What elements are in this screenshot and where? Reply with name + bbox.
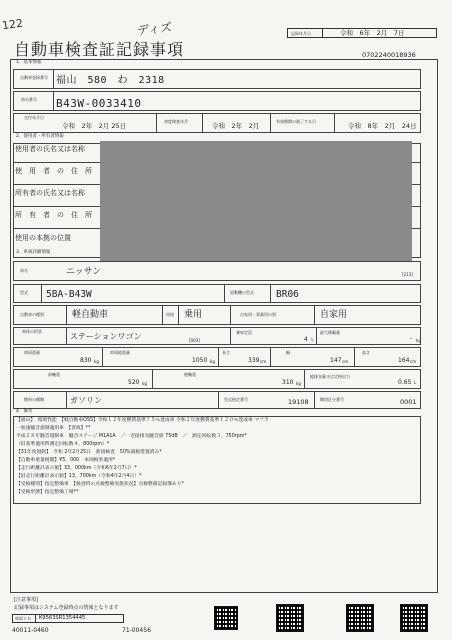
class-label: 類別区分番号 — [320, 397, 344, 402]
chassis-label: 車台番号 — [21, 97, 37, 102]
remarks-box — [13, 416, 421, 504]
qr-code-1 — [214, 606, 238, 630]
owner-row-5-label: 使用の本拠の位置 — [15, 234, 71, 242]
remark-line: 【受検形態】指定整備工場** — [16, 490, 79, 495]
section-owner-heading: 2．使用者・所有者情報 — [16, 134, 64, 139]
kind-row — [13, 305, 421, 325]
width-unit: cm — [342, 359, 349, 364]
gross-unit: kg — [210, 359, 215, 364]
chassis-row — [13, 91, 421, 111]
first-reg-value: 令和 2年 2月 25日 — [62, 122, 127, 130]
height-value: 164 — [398, 357, 410, 364]
divider — [202, 114, 203, 132]
weight-row — [13, 347, 421, 367]
vehicle-id-value: K9563SR1354445 — [39, 615, 86, 621]
chassis-value: B43W-0033410 — [56, 97, 142, 110]
car-name-row — [13, 261, 421, 281]
divider — [152, 370, 153, 388]
first-reg-label: 交付年月日 — [24, 115, 44, 120]
vehicle-id-label: 車両ＩＤ — [15, 616, 31, 621]
handwritten-number: 122 — [1, 16, 24, 33]
use-value: 乗用 — [184, 310, 203, 320]
remark-line: 平成２８年騒音規制車 騒音ステージ M1A1A ／ 近接排気騒音値 75dB ／ 測定回転数３，750rpm* — [16, 434, 247, 439]
car-name-value: ニッサン — [66, 267, 102, 277]
chassis-labelbox — [14, 92, 54, 110]
divider — [316, 328, 317, 344]
remark-line: 一加速騒音規制適用車 【習政】** — [16, 426, 91, 431]
model-row — [13, 284, 421, 303]
body-row — [13, 327, 421, 345]
kind-label: 自動車の種別 — [20, 312, 44, 317]
max-load-unit: kg — [416, 338, 421, 343]
notice-text: 記録事項はシステム登録時点の情報となります — [14, 605, 119, 611]
divider — [178, 306, 179, 324]
reg-number-row — [13, 69, 421, 89]
fuel-row — [13, 391, 421, 409]
gross-value: 1050 — [192, 357, 208, 364]
weight-value: 830 — [80, 357, 92, 364]
record-date-value: 令和 6年 2月 7日 — [340, 29, 405, 37]
remark-line: （旧基準適用時測定回転数４，800rpm）* — [16, 442, 110, 447]
divider — [156, 114, 157, 132]
remark-line: 【走行距離計表示値】33，000km（令和6年2月7日）* — [16, 466, 137, 471]
qr-code-2 — [276, 604, 304, 632]
body-code: [003] — [189, 338, 200, 343]
remark-line: 【福山】 環境性能 【軽自動車OSS】令和１２年度燃費基準７５％達成車 令和２年度燃費基準１２０％達成車 マフラ — [16, 418, 269, 423]
form-code-right: 71-00456 — [122, 627, 151, 634]
divider — [218, 392, 219, 408]
max-load-value: - — [410, 335, 413, 342]
reg-number-labelbox — [14, 70, 54, 88]
expiry-label: 有効期間の満了する日 — [276, 119, 316, 124]
body-label: 車体の形状 — [22, 329, 42, 334]
qr-code-3 — [346, 604, 374, 632]
owner-row-2-label: 使 用 者 の 住 所 — [15, 167, 92, 175]
divider — [322, 29, 323, 37]
divider — [354, 348, 355, 366]
divider — [304, 370, 305, 388]
divider — [270, 285, 271, 302]
front-axle-label: 前軸重 — [48, 372, 60, 377]
fuel-label: 燃料の種類 — [24, 397, 44, 402]
record-date-label: 記録年月日 — [291, 31, 311, 36]
height-unit: cm — [410, 359, 417, 364]
owner-row-4-label: 所 有 者 の 住 所 — [15, 211, 92, 219]
expiry-value: 令和 8年 2月 24日 — [348, 122, 417, 130]
car-name-label: 車名 — [20, 268, 28, 273]
length-value: 339 — [248, 357, 260, 364]
remark-line: 【自動車重量税額】¥5，000 本則税率適用* — [16, 458, 116, 463]
max-load-label: 最大積載量 — [320, 330, 340, 335]
section-vehicle-heading: 3．車両詳細情報 — [16, 250, 51, 255]
front-axle-value: 520 — [128, 379, 140, 386]
class-value: 0001 — [400, 398, 417, 406]
first-inspect-value: 令和 2年 2月 — [212, 122, 260, 130]
form-code-left: 40011-0460 — [12, 627, 49, 634]
reg-number-label: 自動車登録番号 — [20, 75, 48, 80]
axle-row — [13, 369, 421, 389]
dates-row — [13, 113, 421, 133]
use-label: 用途 — [166, 312, 174, 317]
displacement-value: 0.65 — [398, 379, 412, 386]
capacity-label: 乗車定員 — [236, 330, 252, 335]
rear-axle-label: 後軸重 — [184, 372, 196, 377]
divider — [102, 348, 103, 366]
notice-label: [注意事項] — [14, 597, 38, 603]
divider — [162, 306, 163, 324]
record-date-box — [287, 28, 437, 38]
rear-axle-unit: kg — [296, 381, 301, 386]
displacement-unit: L — [414, 380, 417, 385]
height-label: 高さ — [362, 350, 370, 355]
remark-line: 【旧走行距離計表示値】13，700km（令和4年2月4日）* — [16, 474, 142, 479]
divider — [314, 392, 315, 408]
private-value: 自家用 — [320, 310, 348, 320]
rear-axle-value: 310 — [282, 379, 294, 386]
owner-row-1-label: 使用者の氏名又は名称 — [15, 145, 85, 153]
vehicle-id-box — [12, 614, 124, 623]
width-label: 幅 — [286, 350, 290, 355]
handwritten-katakana: ディズ — [136, 20, 173, 38]
engine-value: BR06 — [276, 289, 299, 300]
qr-code-4 — [400, 604, 428, 632]
divider — [66, 306, 67, 324]
divider — [66, 392, 67, 408]
width-value: 147 — [330, 357, 342, 364]
gross-label: 車両総重量 — [110, 350, 130, 355]
fuel-value: ガソリン — [70, 396, 102, 405]
front-axle-unit: kg — [142, 381, 147, 386]
model-num-label: 型式指定番号 — [224, 397, 248, 402]
divider — [218, 348, 219, 366]
divider — [41, 285, 42, 302]
divider — [334, 114, 335, 132]
length-unit: cm — [260, 359, 267, 364]
length-label: 長さ — [222, 350, 230, 355]
divider — [230, 306, 231, 324]
weight-unit: kg — [94, 359, 99, 364]
document-number: 0702240018936 — [362, 51, 416, 59]
model-value: 5BA-B43W — [46, 289, 92, 300]
model-label: 型式 — [20, 290, 28, 295]
divider — [270, 348, 271, 366]
kind-value: 軽自動車 — [72, 310, 109, 320]
car-name-code: [213] — [402, 272, 413, 277]
displacement-label: 総排気量又は定格出力 — [310, 374, 350, 379]
divider — [270, 114, 271, 132]
weight-label: 車両重量 — [24, 350, 40, 355]
divider — [230, 328, 231, 344]
divider — [66, 328, 67, 344]
remark-line: 【31年度規制】 令和 2年2月25日 新規検査 50%減税措置済み* — [16, 450, 162, 455]
main-frame — [10, 59, 438, 593]
model-num-value: 19108 — [288, 398, 309, 406]
reg-number-value: 福山 580 わ 2318 — [56, 75, 165, 86]
divider — [35, 615, 36, 622]
first-inspect-label: 初度検査年月 — [164, 119, 188, 124]
section-remarks-heading: 4．備考 — [16, 409, 33, 414]
divider — [224, 285, 225, 302]
remark-line: 【受検種別】指定整備車 【検査時の点検整備実施状況】点検整備記録簿あり* — [16, 482, 184, 487]
capacity-unit: 人 — [310, 337, 314, 342]
body-value: ステーションワゴン — [70, 332, 142, 341]
capacity-value: 4 — [304, 336, 308, 343]
redaction-block — [100, 141, 412, 261]
divider — [314, 306, 315, 324]
section-basic-heading: 1．基本情報 — [16, 60, 42, 65]
document-title: 自動車検査証記録事項 — [14, 40, 185, 59]
private-label: 自家用・事業用の別 — [240, 312, 276, 317]
engine-label: 原動機の型式 — [230, 290, 254, 295]
owner-row-3-label: 所有者の氏名又は名称 — [15, 189, 85, 197]
